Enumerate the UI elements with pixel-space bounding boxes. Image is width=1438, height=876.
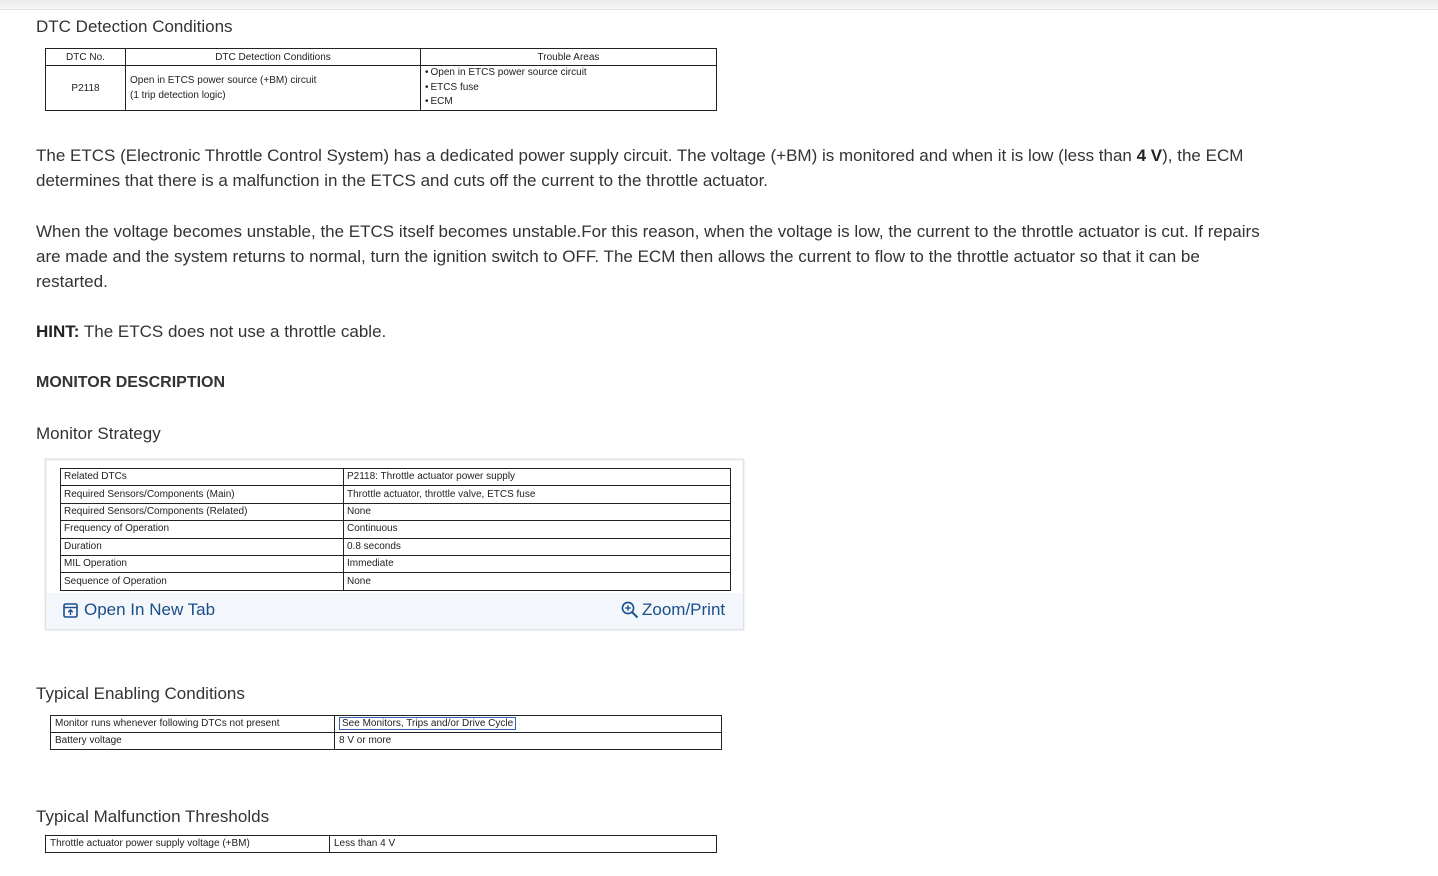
table-header-cell: Trouble Areas	[421, 49, 717, 66]
drive-cycle-link[interactable]: See Monitors, Trips and/or Drive Cycle	[339, 717, 516, 730]
table-cell: Duration	[61, 538, 344, 555]
table-row	[51, 716, 722, 733]
table-cell: 0.8 seconds	[344, 538, 731, 555]
typical-enabling-table	[50, 715, 722, 750]
table-row	[61, 503, 731, 520]
monitor-strategy-table	[60, 468, 731, 591]
open-in-new-tab-link[interactable]	[63, 600, 215, 620]
table-cell: Sequence of Operation	[61, 573, 344, 590]
dtc-condition-line: Open in ETCS power source (+BM) circuit	[130, 75, 317, 86]
dtc-condition-cell	[126, 66, 421, 111]
table-cell: MIL Operation	[61, 555, 344, 572]
etcs-description-paragraph	[36, 143, 1266, 193]
table-cell: None	[344, 503, 731, 520]
hint-paragraph	[36, 319, 1266, 344]
table-cell: Frequency of Operation	[61, 521, 344, 538]
table-cell: Less than 4 V	[330, 836, 717, 853]
monitor-description-heading: MONITOR DESCRIPTION	[36, 374, 226, 391]
dtc-detection-heading: DTC Detection Conditions	[36, 17, 233, 36]
dtc-condition-line: (1 trip detection logic)	[130, 90, 226, 101]
table-cell: Throttle actuator power supply voltage (+BM)	[46, 836, 330, 853]
zoom-print-link[interactable]	[621, 600, 725, 620]
typical-malfunction-table	[45, 835, 717, 853]
typical-enabling-heading: Typical Enabling Conditions	[36, 684, 245, 703]
table-cell: Continuous	[344, 521, 731, 538]
table-cell: Throttle actuator, throttle valve, ETCS fuse	[344, 486, 731, 503]
table-row	[61, 486, 731, 503]
open-new-tab-icon	[63, 603, 78, 618]
table-row	[46, 836, 717, 853]
table-row	[61, 469, 731, 486]
table-cell: Required Sensors/Components (Main)	[61, 486, 344, 503]
table-cell: Monitor runs whenever following DTCs not present	[51, 716, 335, 733]
table-row	[61, 521, 731, 538]
table-row	[51, 733, 722, 750]
table-cell: Related DTCs	[61, 469, 344, 486]
dtc-code: P2118	[46, 66, 126, 111]
trouble-area-item: • ETCS fuse	[425, 81, 712, 96]
voltage-threshold-text: 4 V	[1136, 146, 1163, 165]
table-row	[61, 573, 731, 590]
monitor-strategy-heading: Monitor Strategy	[36, 424, 161, 443]
top-bar	[0, 0, 1438, 10]
monitor-strategy-figure	[45, 459, 744, 630]
trouble-area-item: • ECM	[425, 95, 712, 110]
zoom-in-icon	[621, 601, 639, 619]
hint-label: HINT:	[36, 322, 80, 341]
table-cell: None	[344, 573, 731, 590]
voltage-unstable-paragraph: When the voltage becomes unstable, the ETCS itself becomes unstable.For this reason, when the voltage is low, the current to the throttle actuator is cut. If repairs are made and the system returns to normal, turn the ignition switch to OFF. The ECM then allows the current to flow to the throttle actuator so that it can be restarted.	[36, 222, 1260, 291]
table-cell: P2118: Throttle actuator power supply	[344, 469, 731, 486]
table-cell: Immediate	[344, 555, 731, 572]
table-header-cell: DTC Detection Conditions	[126, 49, 421, 66]
table-row	[61, 555, 731, 572]
open-in-new-tab-label: Open In New Tab	[84, 600, 216, 619]
table-row	[46, 66, 717, 111]
table-row	[61, 538, 731, 555]
table-cell: 8 V or more	[335, 733, 722, 750]
table-header-cell: DTC No.	[46, 49, 126, 66]
hint-text: The ETCS does not use a throttle cable.	[79, 322, 387, 341]
paragraph-text: ), the ECM determines that there is a malfunction in the ETCS and cuts off the current to the throttle actuator.	[36, 146, 1244, 190]
typical-malfunction-heading: Typical Malfunction Thresholds	[36, 807, 270, 826]
table-cell: Required Sensors/Components (Related)	[61, 503, 344, 520]
paragraph-text: The ETCS (Electronic Throttle Control System) has a dedicated power supply circuit. The voltage (+BM) is monitored and when it is low (less than	[36, 146, 1137, 165]
trouble-area-item: • Open in ETCS power source circuit	[425, 66, 712, 81]
table-cell	[335, 716, 722, 733]
dtc-detection-table	[45, 48, 717, 111]
trouble-areas-cell	[421, 66, 717, 111]
table-header-row	[46, 49, 717, 66]
figure-image-area	[47, 461, 742, 593]
zoom-print-label: Zoom/Print	[642, 600, 726, 619]
table-cell: Battery voltage	[51, 733, 335, 750]
